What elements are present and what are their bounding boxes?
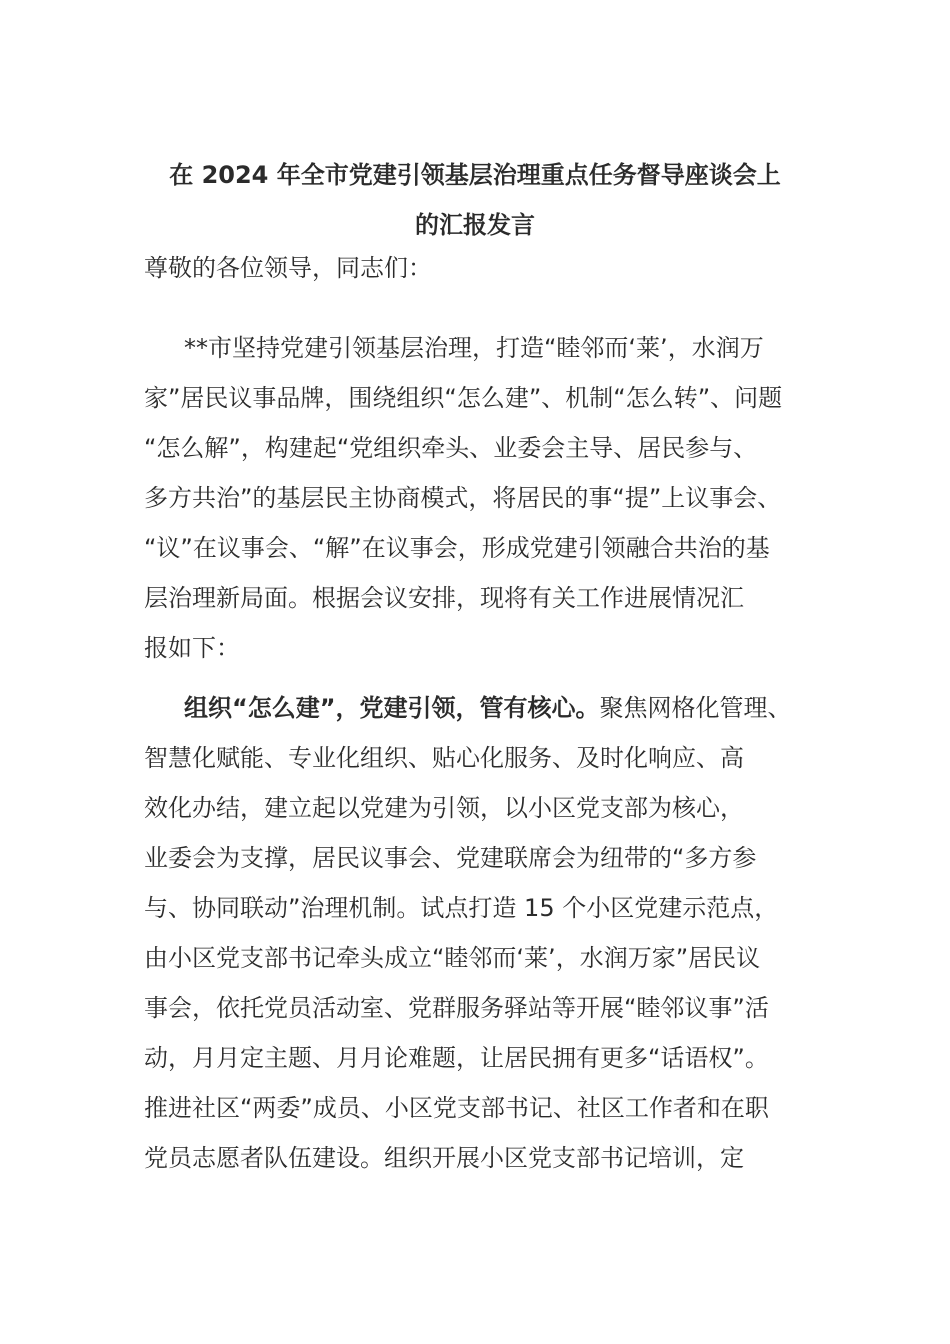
paragraph-line: 与、协同联动”治理机制。试点打造 15 个小区党建示范点，: [144, 894, 779, 922]
paragraph-line: 智慧化赋能、专业化组织、贴心化服务、及时化响应、高: [144, 744, 744, 772]
document-title-line-1: 在 2024 年全市党建引领基层治理重点任务督导座谈会上: [169, 161, 781, 189]
salutation: 尊敬的各位领导，同志们：: [144, 254, 432, 282]
paragraph-intro: [144, 323, 834, 673]
paragraph-line: 推进社区“两委”成员、小区党支部书记、社区工作者和在职: [144, 1094, 769, 1122]
paragraph-line: “议”在议事会、“解”在议事会，形成党建引领融合共治的基: [144, 534, 770, 562]
paragraph-line: 动，月月定主题、月月论难题，让居民拥有更多“话语权”。: [144, 1044, 769, 1072]
paragraph-lead-rest: 聚焦网格化管理、: [599, 694, 792, 722]
paragraph-line: 家”居民议事品牌，围绕组织“怎么建”、机制“怎么转”、问题: [144, 384, 783, 412]
paragraph-line: 事会，依托党员活动室、党群服务驿站等开展“睦邻议事”活: [144, 994, 769, 1022]
paragraph-first-line: [144, 683, 834, 733]
paragraph-line: 层治理新局面。根据会议安排，现将有关工作进展情况汇: [144, 584, 744, 612]
paragraph-line: 业委会为支撑，居民议事会、党建联席会为纽带的“多方参: [144, 844, 757, 872]
paragraph-line: 多方共治”的基层民主协商模式，将居民的事“提”上议事会、: [144, 484, 782, 512]
paragraph-line: **市坚持党建引领基层治理，打造“睦邻而‘莱’，水润万: [184, 334, 764, 362]
document-title-line-2: 的汇报发言: [415, 211, 535, 239]
paragraph-line: 报如下：: [144, 634, 240, 662]
paragraph-line: “怎么解”，构建起“党组织牵头、业委会主导、居民参与、: [144, 434, 758, 462]
paragraph-lead-heading: 组织“怎么建”，党建引领，管有核心。: [184, 694, 600, 722]
paragraph-organization: [144, 683, 834, 1183]
paragraph-line: 效化办结，建立起以党建为引领，以小区党支部为核心，: [144, 794, 744, 822]
paragraph-line: 由小区党支部书记牵头成立“睦邻而‘莱’，水润万家”居民议: [144, 944, 761, 972]
paragraph-line: 党员志愿者队伍建设。组织开展小区党支部书记培训，定: [144, 1144, 744, 1172]
